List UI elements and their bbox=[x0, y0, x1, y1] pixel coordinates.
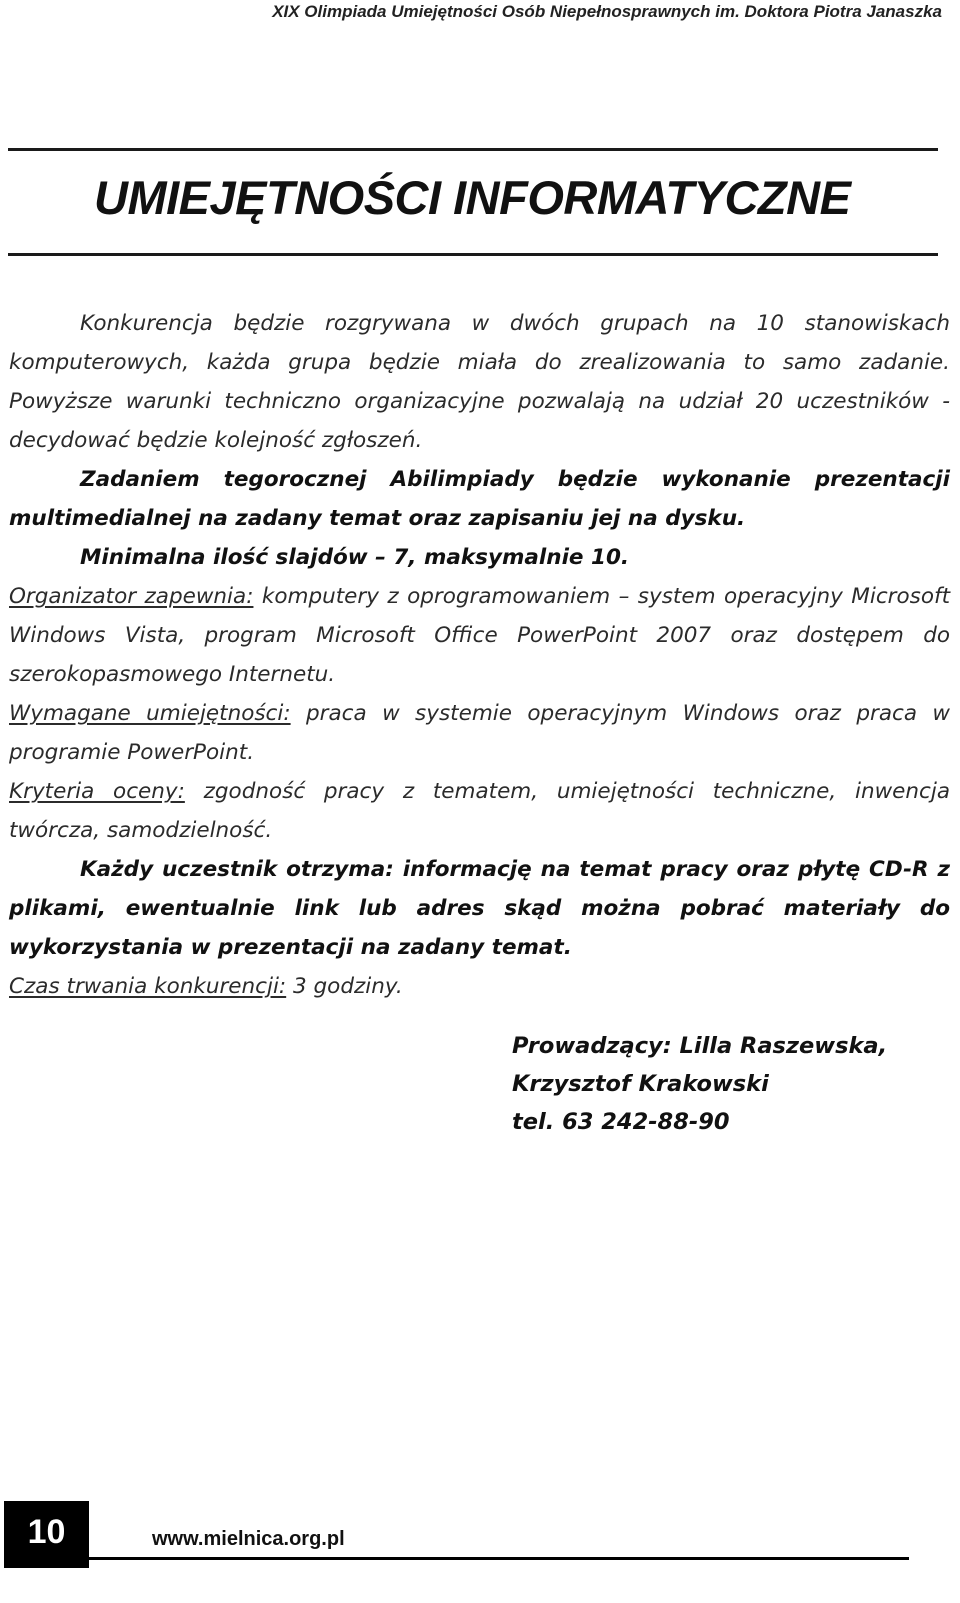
title-bottom-rule bbox=[8, 253, 938, 256]
organizer-label: Organizator zapewnia: bbox=[9, 584, 254, 609]
organizer-text: komputery z oprogramowaniem – system operacyjny Microsoft Windows Vista, program Microsoft Office PowerPoint 2007 oraz dostępem do szerokopasmowego Internetu. bbox=[9, 584, 950, 687]
footer-url: www.mielnica.org.pl bbox=[152, 1528, 345, 1550]
intro-paragraph: Konkurencja będzie rozgrywana w dwóch grupach na 10 stanowiskach komputerowych, każda grupa będzie miała do zrealizowania to samo zadanie. Powyższe warunki techniczno organizacyjne pozwalają na udział 20 uczestników - decydować będzie kolejność zgłoszeń. bbox=[9, 311, 950, 453]
slides-requirement: Minimalna ilość slajdów – 7, maksymalnie 10. bbox=[80, 545, 630, 570]
footer-rule bbox=[89, 1557, 909, 1560]
signature-line-2: Krzysztof Krakowski bbox=[512, 1071, 769, 1097]
organizers-signature bbox=[512, 1027, 887, 1141]
section-title: UMIEJĘTNOŚCI INFORMATYCZNE bbox=[94, 171, 851, 224]
criteria-text: zgodność pracy z tematem, umiejętności techniczne, inwencja twórcza, samodzielność. bbox=[9, 779, 951, 843]
task-paragraph: Zadaniem tegorocznej Abilimpiady będzie wykonanie prezentacji multimedialnej na zadany temat oraz zapisaniu jej na dysku. bbox=[9, 467, 950, 531]
skills-paragraph bbox=[9, 694, 950, 772]
running-header: XIX Olimpiada Umiejętności Osób Niepełnosprawnych im. Doktora Piotra Janaszka bbox=[272, 2, 942, 21]
page-number: 10 bbox=[27, 1513, 66, 1551]
signature-phone: tel. 63 242-88-90 bbox=[512, 1109, 730, 1135]
skills-text: praca w systemie operacyjnym Windows oraz praca w programie PowerPoint. bbox=[9, 701, 950, 765]
title-top-rule bbox=[8, 148, 938, 151]
duration-label: Czas trwania konkurencji: bbox=[9, 974, 287, 999]
organizer-paragraph bbox=[9, 577, 950, 694]
criteria-paragraph bbox=[9, 772, 950, 850]
participant-paragraph: Każdy uczestnik otrzyma: informację na temat pracy oraz płytę CD-R z plikami, ewentualnie link lub adres skąd można pobrać materiały do wykorzystania w prezentacji na zadany temat. bbox=[9, 857, 950, 960]
signature-line-1: Prowadzący: Lilla Raszewska, bbox=[512, 1033, 888, 1059]
criteria-label: Kryteria oceny: bbox=[9, 779, 185, 804]
skills-label: Wymagane umiejętności: bbox=[9, 701, 291, 726]
duration-paragraph bbox=[9, 967, 950, 1006]
document-body bbox=[9, 304, 950, 1006]
duration-text: 3 godziny. bbox=[293, 974, 403, 999]
